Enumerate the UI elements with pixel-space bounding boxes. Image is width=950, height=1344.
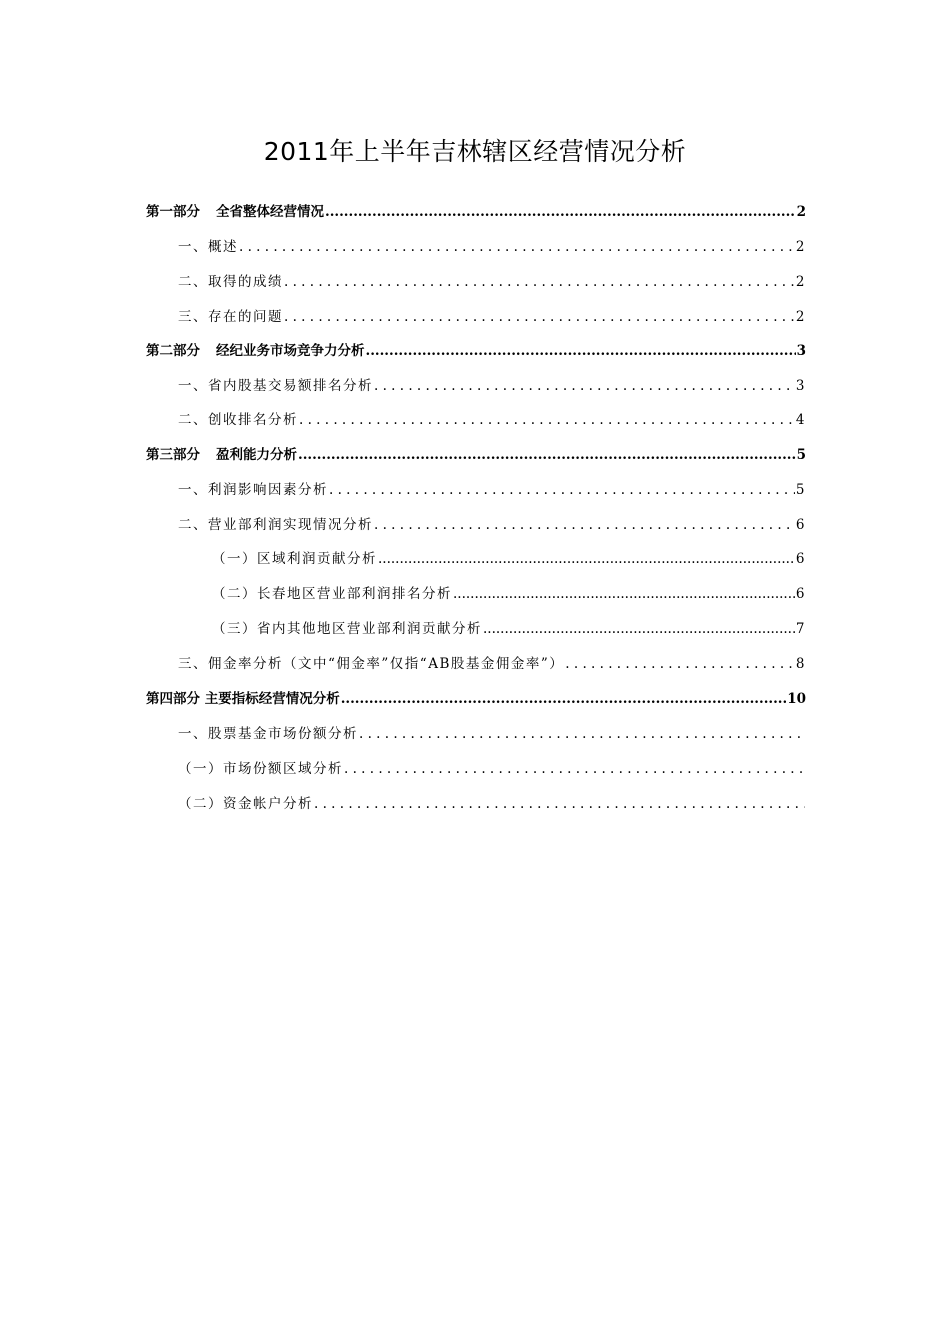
toc-entry-label: 一、利润影响因素分析: [178, 482, 328, 498]
dot-leader: [374, 514, 795, 536]
toc-entry-4-1-1[interactable]: [178, 758, 806, 780]
toc-entry-label: 一、概述: [178, 239, 238, 255]
toc-entry-part3[interactable]: [146, 444, 806, 466]
dot-leader: [366, 340, 796, 362]
dot-leader: [565, 653, 795, 675]
toc-page-number: 10: [787, 691, 806, 707]
toc-entry-3-2-2[interactable]: [212, 583, 806, 605]
toc-entry-2-2[interactable]: [178, 409, 806, 431]
dot-leader: [298, 444, 796, 466]
document-title: 2011年上半年吉林辖区经营情况分析: [263, 137, 687, 166]
toc-entry-label: 三、存在的问题: [178, 309, 283, 325]
dot-leader: [378, 548, 795, 570]
dot-leader: [284, 306, 795, 328]
toc-entry-label: （一）区域利润贡献分析: [212, 551, 377, 567]
toc-page-number: 2: [795, 309, 806, 325]
dot-leader: [329, 479, 795, 501]
toc-entry-3-3[interactable]: [178, 653, 806, 675]
dot-leader: [344, 758, 805, 780]
toc-entry-3-2-3[interactable]: [212, 618, 806, 640]
toc-entry-4-1-2[interactable]: [178, 793, 806, 815]
toc-entry-label: 二、取得的成绩: [178, 274, 283, 290]
toc-part-number: 第三部分: [146, 447, 200, 463]
toc-page-number: 8: [795, 656, 806, 672]
toc-entry-3-2[interactable]: [178, 514, 806, 536]
dot-leader: [483, 618, 795, 640]
toc-entry-label: 一、省内股基交易额排名分析: [178, 378, 373, 394]
toc-entry-2-1[interactable]: [178, 375, 806, 397]
toc-entry-3-1[interactable]: [178, 479, 806, 501]
toc-entry-label: 三、佣金率分析（文中“佣金率”仅指“AB股基金佣金率”）: [178, 656, 565, 672]
dot-leader: [359, 723, 805, 745]
toc-page-number: 2: [796, 204, 806, 220]
toc-entry-part1[interactable]: [146, 201, 806, 223]
dot-leader: [325, 201, 796, 223]
toc-page-number: 2: [795, 274, 806, 290]
toc-page-number: 7: [795, 621, 806, 637]
toc-entry-label: （三）省内其他地区营业部利润贡献分析: [212, 621, 482, 637]
dot-leader: [341, 688, 787, 710]
toc-page-number: 4: [795, 412, 806, 428]
toc-page-number: 3: [796, 343, 806, 359]
toc-entry-1-2[interactable]: [178, 271, 806, 293]
toc-entry-label: 一、股票基金市场份额分析: [178, 726, 358, 742]
toc-entry-label: 二、创收排名分析: [178, 412, 298, 428]
toc-entry-4-1[interactable]: [178, 723, 806, 745]
toc-entry-3-2-1[interactable]: [212, 548, 806, 570]
toc-page-number: 6: [795, 586, 806, 602]
toc-entry-label: （二）长春地区营业部利润排名分析: [212, 586, 452, 602]
dot-leader: [239, 236, 795, 258]
toc-page-number: 3: [795, 378, 806, 394]
toc-page-number: 5: [795, 482, 806, 498]
dot-leader: [453, 583, 795, 605]
toc-part-number: 第一部分: [146, 204, 200, 220]
toc-entry-label: 第四部分 主要指标经营情况分析: [146, 691, 340, 707]
toc-entry-1-3[interactable]: [178, 306, 806, 328]
toc-page-number: 2: [795, 239, 806, 255]
toc-page-number: 6: [795, 517, 806, 533]
toc-part-number: 第二部分: [146, 343, 200, 359]
toc-entry-label: （二）资金帐户分析: [178, 796, 313, 812]
toc-page-number: 5: [796, 447, 806, 463]
dot-leader: [284, 271, 795, 293]
toc-entry-label: （一）市场份额区域分析: [178, 761, 343, 777]
toc-part-title: 全省整体经营情况: [216, 204, 324, 220]
dot-leader: [314, 793, 805, 815]
dot-leader: [299, 409, 795, 431]
toc-part-title: 经纪业务市场竞争力分析: [216, 343, 365, 359]
toc-entry-label: 二、营业部利润实现情况分析: [178, 517, 373, 533]
toc-entry-part2[interactable]: [146, 340, 806, 362]
toc-entry-part4[interactable]: [146, 688, 806, 710]
dot-leader: [374, 375, 795, 397]
toc-entry-1-1[interactable]: [178, 236, 806, 258]
toc-page-number: 6: [795, 551, 806, 567]
toc-part-title: 盈利能力分析: [216, 447, 297, 463]
